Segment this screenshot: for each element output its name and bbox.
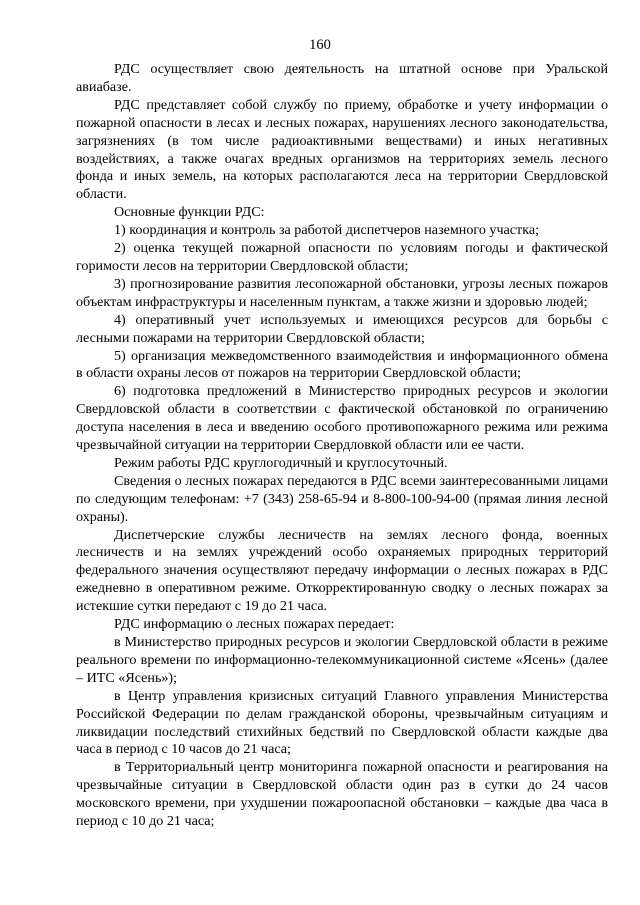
page-number: 160 [309,37,331,53]
paragraph-rds-description: РДС представляет собой службу по приему, обработке и учету информации о пожарной опасности в лесах и лесных пожарах, нарушениях лесного законодательства, загрязнениях (в том числе радиоактивными веществами) и иных негативных воздействиях, а также очагах вредных организмов на территориях земель лесного фонда и иных земель, на которых располагаются леса на территории Свердловской области. [76,96,608,203]
paragraph-work-mode: Режим работы РДС круглогодичный и круглосуточный. [114,454,448,471]
function-item-4: 4) оперативный учет используемых и имеющихся ресурсов для борьбы с лесными пожарами на территории Свердловской области; [76,311,608,346]
paragraph-rds-basis: РДС осуществляет свою деятельность на штатной основе при Уральской авиабазе. [76,61,608,95]
recipient-item-ministry: в Министерство природных ресурсов и экологии Свердловской области в режиме реального времени по информационно-телекоммуникационной системе «Ясень» (далее – ИТС «Ясень»); [76,634,608,686]
document-body [76,61,608,831]
function-item-1: 1) координация и контроль за работой диспетчеров наземного участка; [114,222,540,239]
paragraph-phone-numbers: Сведения о лесных пожарах передаются в РДС всеми заинтересованными лицами по следующим телефонам: +7 (343) 258-65-94 и 8-800-100-94-00 (прямая линия лесной охраны). [76,472,608,525]
function-item-3: 3) прогнозирование развития лесопожарной обстановки, угрозы лесных пожаров объектам инфраструктуры и населенным пунктам, а также жизни и здоровью людей; [76,275,608,310]
paragraph-dispatch-services: Диспетчерские службы лесничеств на землях лесного фонда, военных лесничеств и на землях учреждений особо охраняемых природных территорий федерального значения осуществляют передачу информации о лесных пожарах в РДС ежедневно в оперативном режиме. Откорректированную сводку о лесных пожарах за истекшие сутки передают с 19 до 21 часа. [76,526,608,615]
recipient-item-monitoring-center: в Территориальный центр мониторинга пожарной опасности и реагирования на чрезвычайные ситуации в Свердловской области один раз в сутки до 24 часов московского времени, при ухудшении пожароопасной обстановки – каждые два часа в период с 10 до 21 часа; [76,759,608,830]
paragraph-transmits-heading: РДС информацию о лесных пожарах передает: [114,616,395,633]
paragraph-functions-heading: Основные функции РДС: [114,204,265,221]
function-item-5: 5) организация межведомственного взаимодействия и информационного обмена в области охраны лесов от пожаров на территории Свердловской области; [76,347,608,382]
recipient-item-crisis-center: в Центр управления кризисных ситуаций Главного управления Министерства Российской Федерации по делам гражданской обороны, чрезвычайным ситуациям и ликвидации последствий стихийных бедствий по Свердловской области каждые два часа в период с 10 часов до 21 часа; [76,687,608,758]
function-item-2: 2) оценка текущей пожарной опасности по условиям погоды и фактической горимости лесов на территории Свердловской области; [76,240,608,274]
function-item-6: 6) подготовка предложений в Министерство природных ресурсов и экологии Свердловской области в соответствии с фактической обстановкой по ограничению доступа населения в леса и введению особого противопожарного режима или режима чрезвычайной ситуации на территории Свердловкой области или ее части. [76,383,608,454]
